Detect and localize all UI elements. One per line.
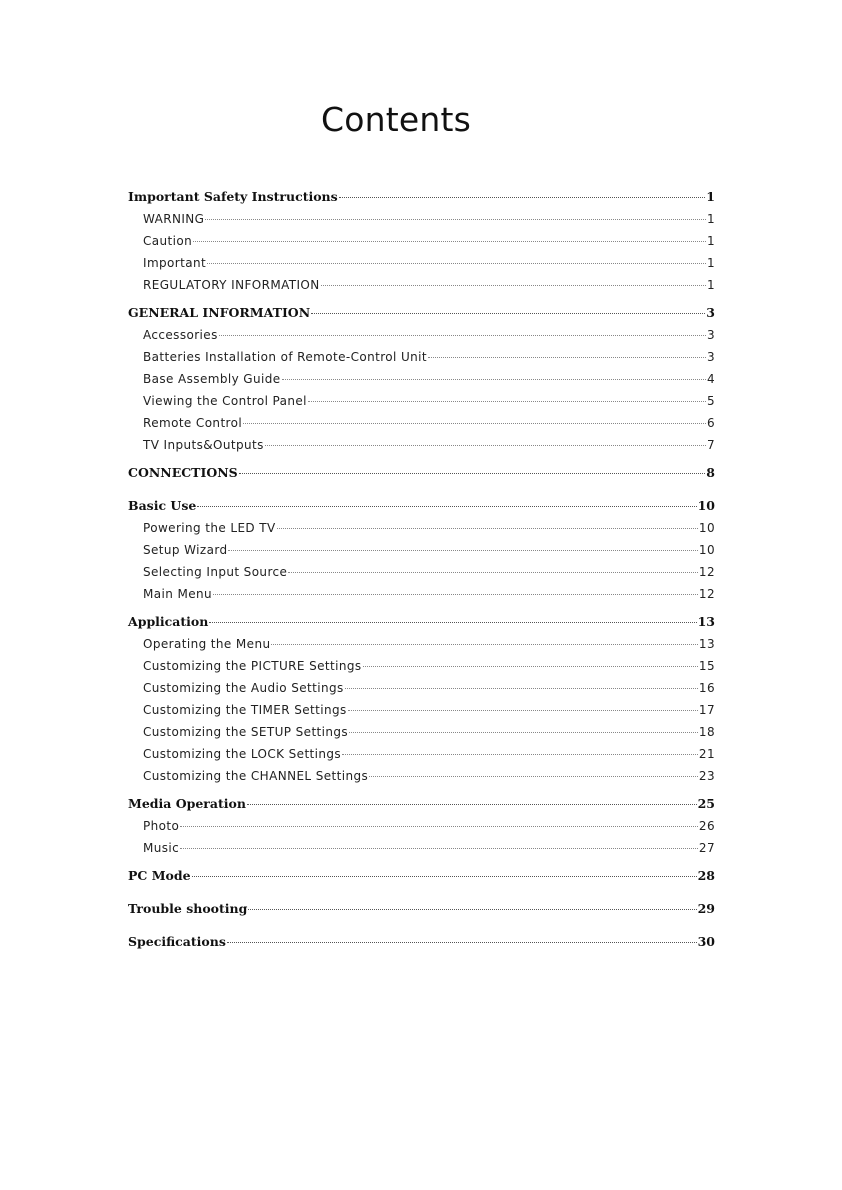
toc-page-number: 17 — [698, 703, 715, 717]
dot-leader — [277, 528, 698, 529]
dot-leader — [227, 942, 697, 943]
toc-subsection-label: Photo — [143, 819, 180, 833]
toc-section-label: GENERAL INFORMATION — [128, 305, 311, 320]
toc-subsection-label: Batteries Installation of Remote-Control Unit — [143, 350, 428, 364]
dot-leader — [219, 335, 706, 336]
toc-section-entry[interactable] — [128, 931, 715, 953]
toc-section-entry[interactable] — [128, 302, 715, 324]
dot-leader — [247, 804, 697, 805]
toc-subsection-entry[interactable] — [128, 721, 715, 743]
toc-subsection-entry[interactable] — [128, 346, 715, 368]
toc-subsection-label: Main Menu — [143, 587, 213, 601]
dot-leader — [243, 423, 706, 424]
toc-subsection-entry[interactable] — [128, 583, 715, 605]
toc-subsection-entry[interactable] — [128, 633, 715, 655]
toc-subsection-entry[interactable] — [128, 390, 715, 412]
toc-page-number: 10 — [697, 498, 715, 513]
toc-page-number: 21 — [698, 747, 715, 761]
dot-leader — [282, 379, 706, 380]
dot-leader — [311, 313, 705, 314]
toc-page-number: 3 — [706, 328, 715, 342]
dot-leader — [345, 688, 698, 689]
toc-subsection-label: Customizing the CHANNEL Settings — [143, 769, 369, 783]
toc-page-number: 12 — [698, 587, 715, 601]
toc-page-number: 3 — [706, 350, 715, 364]
toc-subsection-entry[interactable] — [128, 208, 715, 230]
toc-subsection-entry[interactable] — [128, 252, 715, 274]
toc-page-number: 12 — [698, 565, 715, 579]
toc-page-number: 30 — [697, 934, 715, 949]
toc-section-label: Important Safety Instructions — [128, 189, 338, 204]
toc-page-number: 1 — [706, 234, 715, 248]
toc-page-number: 29 — [697, 901, 715, 916]
toc-page-number: 18 — [698, 725, 715, 739]
toc-subsection-label: REGULATORY INFORMATION — [143, 278, 320, 292]
dot-leader — [228, 550, 697, 551]
toc-subsection-label: Customizing the PICTURE Settings — [143, 659, 362, 673]
dot-leader — [288, 572, 698, 573]
toc-subsection-label: TV Inputs&Outputs — [143, 438, 264, 452]
toc-page-number: 8 — [706, 465, 715, 480]
toc-subsection-entry[interactable] — [128, 539, 715, 561]
toc-page-number: 13 — [698, 637, 715, 651]
dot-leader — [239, 473, 706, 474]
toc-subsection-label: Caution — [143, 234, 193, 248]
toc-subsection-label: Customizing the TIMER Settings — [143, 703, 347, 717]
dot-leader — [180, 826, 698, 827]
toc-subsection-entry[interactable] — [128, 434, 715, 456]
dot-leader — [363, 666, 698, 667]
toc-subsection-label: Important — [143, 256, 207, 270]
toc-page-number: 1 — [706, 189, 715, 204]
toc-subsection-label: Customizing the LOCK Settings — [143, 747, 342, 761]
toc-subsection-entry[interactable] — [128, 412, 715, 434]
toc-page-number: 10 — [698, 521, 715, 535]
toc-subsection-entry[interactable] — [128, 561, 715, 583]
toc-subsection-entry[interactable] — [128, 517, 715, 539]
toc-section-label: Basic Use — [128, 498, 197, 513]
toc-page-number: 1 — [706, 278, 715, 292]
toc-subsection-label: Remote Control — [143, 416, 243, 430]
toc-subsection-entry[interactable] — [128, 274, 715, 296]
toc-subsection-entry[interactable] — [128, 368, 715, 390]
dot-leader — [369, 776, 698, 777]
toc-section-label: Trouble shooting — [128, 901, 248, 916]
toc-page-number: 26 — [698, 819, 715, 833]
toc-section-label: Media Operation — [128, 796, 246, 811]
toc-subsection-label: Accessories — [143, 328, 218, 342]
toc-subsection-entry[interactable] — [128, 230, 715, 252]
toc-section-label: PC Mode — [128, 868, 191, 883]
toc-subsection-label: Base Assembly Guide — [143, 372, 281, 386]
toc-section-label: Specifications — [128, 934, 226, 949]
toc-subsection-label: Customizing the SETUP Settings — [143, 725, 349, 739]
toc-subsection-label: Viewing the Control Panel — [143, 394, 307, 408]
toc-page-number: 10 — [698, 543, 715, 557]
toc-page-number: 13 — [697, 614, 715, 629]
dot-leader — [265, 445, 706, 446]
dot-leader — [197, 506, 696, 507]
toc-page-number: 5 — [706, 394, 715, 408]
dot-leader — [205, 219, 706, 220]
toc-subsection-entry[interactable] — [128, 815, 715, 837]
toc-subsection-label: Music — [143, 841, 180, 855]
dot-leader — [213, 594, 698, 595]
toc-section-entry[interactable] — [128, 898, 715, 920]
dot-leader — [342, 754, 698, 755]
toc-subsection-entry[interactable] — [128, 743, 715, 765]
dot-leader — [180, 848, 698, 849]
toc-section-entry[interactable] — [128, 495, 715, 517]
toc-section-entry[interactable] — [128, 865, 715, 887]
toc-page-number: 1 — [706, 256, 715, 270]
dot-leader — [348, 710, 698, 711]
toc-page-number: 15 — [698, 659, 715, 673]
toc-subsection-entry[interactable] — [128, 655, 715, 677]
toc-page-number: 25 — [697, 796, 715, 811]
toc-section-label: Application — [128, 614, 209, 629]
toc-page-number: 4 — [706, 372, 715, 386]
toc-subsection-label: Setup Wizard — [143, 543, 228, 557]
toc-subsection-label: Customizing the Audio Settings — [143, 681, 344, 695]
toc-page-number: 28 — [697, 868, 715, 883]
toc-page-number: 3 — [706, 305, 715, 320]
toc-subsection-entry[interactable] — [128, 765, 715, 787]
toc-subsection-label: WARNING — [143, 212, 205, 226]
dot-leader — [209, 622, 696, 623]
toc-subsection-entry[interactable] — [128, 677, 715, 699]
toc-page-number: 27 — [698, 841, 715, 855]
toc-section-label: CONNECTIONS — [128, 465, 238, 480]
toc-page-number: 6 — [706, 416, 715, 430]
dot-leader — [321, 285, 706, 286]
dot-leader — [271, 644, 697, 645]
dot-leader — [308, 401, 706, 402]
toc-subsection-label: Selecting Input Source — [143, 565, 288, 579]
dot-leader — [192, 876, 697, 877]
toc-subsection-entry[interactable] — [128, 699, 715, 721]
toc-section-entry[interactable] — [128, 793, 715, 815]
toc-subsection-label: Operating the Menu — [143, 637, 271, 651]
toc-page-number: 1 — [706, 212, 715, 226]
dot-leader — [248, 909, 696, 910]
toc-subsection-entry[interactable] — [128, 324, 715, 346]
toc-page-number: 23 — [698, 769, 715, 783]
dot-leader — [349, 732, 698, 733]
dot-leader — [339, 197, 706, 198]
toc-section-entry[interactable] — [128, 611, 715, 633]
toc-section-entry[interactable] — [128, 462, 715, 484]
dot-leader — [428, 357, 706, 358]
toc-page-number: 7 — [706, 438, 715, 452]
toc-section-entry[interactable] — [128, 186, 715, 208]
dot-leader — [193, 241, 706, 242]
toc-subsection-label: Powering the LED TV — [143, 521, 276, 535]
toc-page-number: 16 — [698, 681, 715, 695]
dot-leader — [207, 263, 706, 264]
toc-subsection-entry[interactable] — [128, 837, 715, 859]
page-title: Contents — [320, 100, 472, 139]
table-of-contents — [128, 186, 715, 953]
